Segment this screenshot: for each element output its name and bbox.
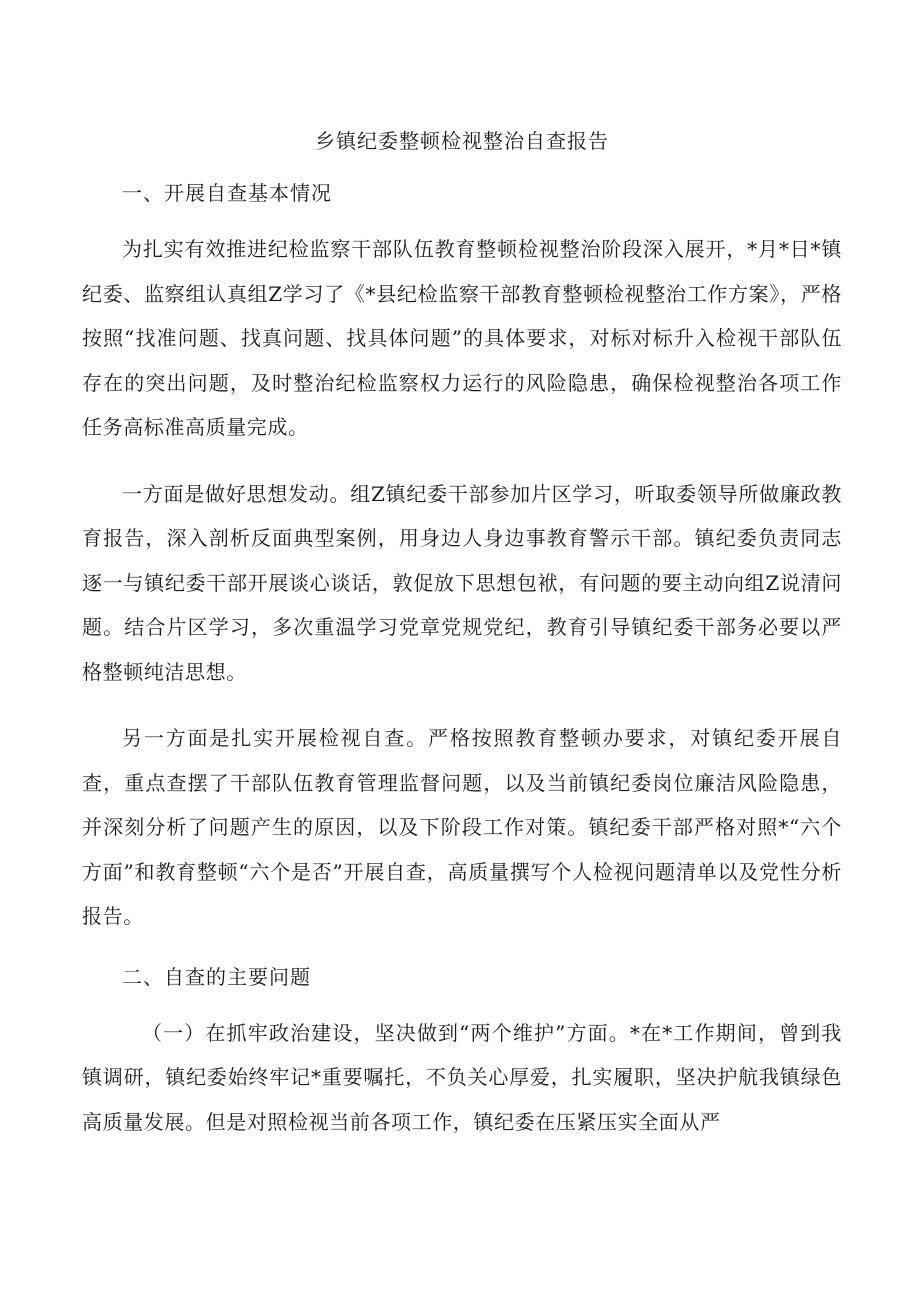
paragraph-4: （一）在抓牢政治建设，坚决做到“两个维护”方面。*在*工作期间，曾到我镇调研，镇纪委始终牢记*重要嘱托，不负关心厚爱，扎实履职，坚决护航我镇绿色高质量发展。但是对照检视当前各项工作，镇纪委在压紧压实全面从严 <box>82 1020 842 1134</box>
document-title: 乡镇纪委整顿检视整治自查报告 <box>315 129 609 153</box>
section-heading-1: 一、开展自查基本情况 <box>122 181 332 205</box>
paragraph-2: 一方面是做好思想发动。组Z镇纪委干部参加片区学习，听取委领导所做廉政教育报告，深入剖析反面典型案例，用身边人身边事教育警示干部。镇纪委负责同志逐一与镇纪委干部开展谈心谈话，敦促放下思想包袱，有问题的要主动向组Z说清问题。结合片区学习，多次重温学习党章党规党纪，教育引导镇纪委干部务必要以严格整顿纯洁思想。 <box>82 481 842 684</box>
section-heading-2: 二、自查的主要问题 <box>122 964 311 989</box>
paragraph-1: 为扎实有效推进纪检监察干部队伍教育整顿检视整治阶段深入展开，*月*日*镇纪委、监察组认真组Z学习了《*县纪检监察干部教育整顿检视整治工作方案》，严格按照“找准问题、找真问题、找具体问题”的具体要求，对标对标升入检视干部队伍存在的突出问题，及时整治纪检监察权力运行的风险隐患，确保检视整治各项工作任务高标准高质量完成。 <box>82 237 842 439</box>
paragraph-3: 另一方面是扎实开展检视自查。严格按照教育整顿办要求，对镇纪委开展自查，重点查摆了干部队伍教育管理监督问题，以及当前镇纪委岗位廉洁风险隐患，并深刻分析了问题产生的原因，以及下阶段工作对策。镇纪委干部严格对照*“六个方面”和教育整顿“六个是否”开展自查，高质量撰写个人检视问题清单以及党性分析报告。 <box>82 726 842 928</box>
